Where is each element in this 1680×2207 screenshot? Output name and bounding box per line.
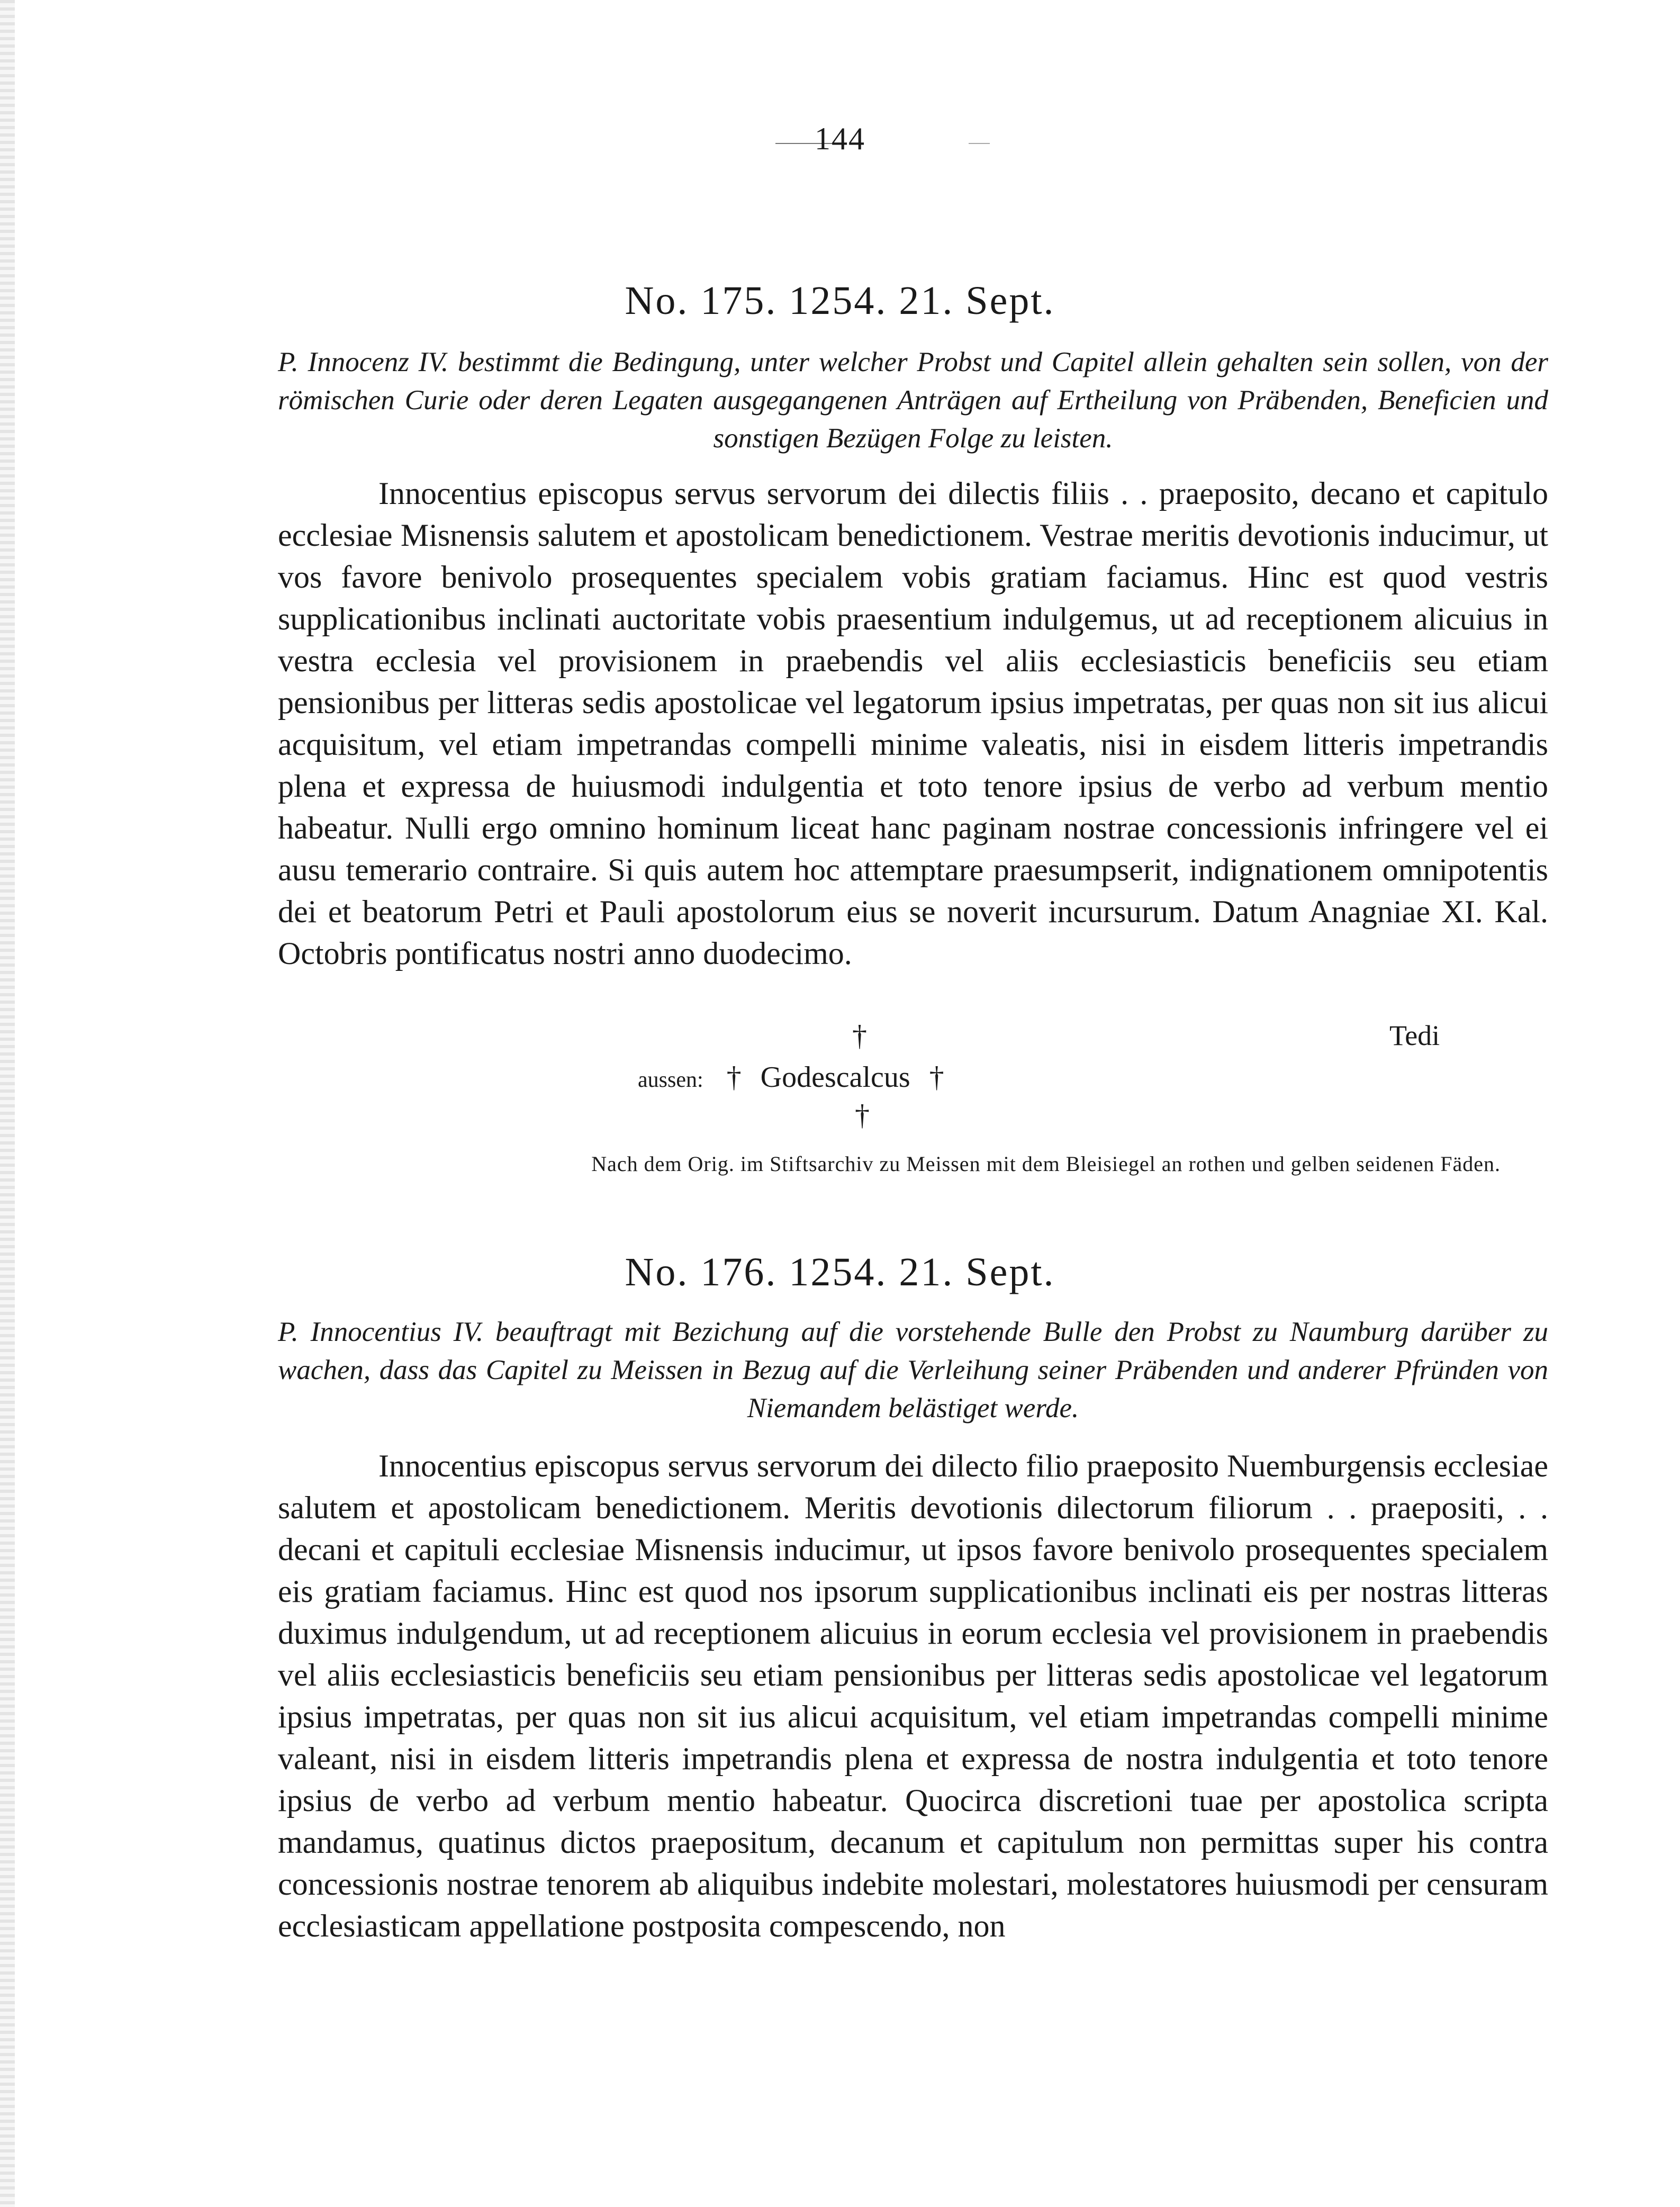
header-rule-right (969, 143, 990, 144)
endorsement-cross-right: † (929, 1061, 944, 1094)
document-regest-175: P. Innocenz IV. bestimmt die Bedingung, unter welcher Probst und Capitel allein gehalten sein sollen, von der römischen Curie oder deren Legaten ausgegangenen Anträgen auf Ertheilung von Präbenden, Beneficien und sonstigen Bezügen Folge zu leisten. (278, 347, 1548, 454)
document-heading-176: No. 176. 1254. 21. Sept. (625, 1250, 1055, 1294)
endorsement-tedi: Tedi (1389, 1020, 1440, 1051)
document-body-175: Innocentius episcopus servus servorum dei dilectis filiis . . praeposito, decano et capitulo ecclesiae Misnensis salutem et apostolicam benedictionem. Vestrae meritis devotionis inducimur, ut vos favore benivolo prosequentes specialem vobis gratiam faciamus. Hinc est quod vestris supplicationibus inclinati auctoritate vobis praesentium indulgemus, ut ad receptionem alicuius in vestra ecclesia vel provisionem in praebendis vel aliis ecclesiasticis beneficiis seu etiam pensionibus per litteras sedis apostolicae vel legatorum ipsius impetratas, per quas non sit ius alicui acquisitum, vel etiam impetrandas compelli minime valeatis, nisi in eisdem litteris impetrandis plena et expressa de huiusmodi indulgentia et toto tenore ipsius de verbo ad verbum mentio habeatur. Nulli ergo omnino hominum liceat hanc paginam nostrae concessionis infringere vel ei ausu temerario contraire. Si quis autem hoc attemptare praesumpserit, indignationem omnipotentis dei et beatorum Petri et Pauli apostolorum eius se noverit incursurum. Datum Anagniae XI. Kal. Octobris pontificatus nostri anno duodecimo. (278, 476, 1548, 971)
endorsement-line (638, 1060, 944, 1094)
endorsement-cross-bottom: † (855, 1099, 870, 1132)
scanned-page-edge (0, 0, 15, 2207)
endorsement-name: Godescalcus (760, 1061, 910, 1094)
endorsement-cross-left: † (726, 1061, 742, 1094)
document-heading-175: No. 175. 1254. 21. Sept. (625, 278, 1055, 323)
document-body-176: Innocentius episcopus servus servorum dei dilecto filio praeposito Nuemburgensis ecclesiae salutem et apostolicam benedictionem. Meritis devotionis dilectorum filiorum . . praepositi, . . decani et capituli ecclesiae Misnensis inducimur, ut ipsos favore benivolo prosequentes specialem eis gratiam faciamus. Hinc est quod nos ipsorum supplicationibus inclinati eis per nostras litteras duximus indulgendum, ut ad receptionem alicuius in eorum ecclesia vel provisionem in praebendis vel aliis ecclesiasticis beneficiis seu etiam pensionibus per litteras sedis apostolicae vel legatorum ipsius impetratas, per quas non sit ius alicui acquisitum, vel etiam impetrandas compelli minime valeant, nisi in eisdem litteris impetrandis plena et expressa de nostra indulgentia et toto tenore ipsius de verbo ad verbum mentio habeatur. Quocirca discretioni tuae per apostolica scripta mandamus, quatinus dictos praepositum, decanum et capitulum non permittas super his contra concessionis nostrae tenorem ab aliquibus indebite molestari, molestatores huiusmodi per censuram ecclesiasticam appellatione postposita compescendo, non (278, 1448, 1548, 1943)
page-number: 144 (815, 121, 865, 156)
document-regest-176: P. Innocentius IV. beauftragt mit Bezichung auf die vorstehende Bulle den Probst zu Naumburg darüber zu wachen, dass das Capitel zu Meissen in Bezug auf die Verleihung seiner Präbenden und anderer Pfründen von Niemandem belästiget werde. (278, 1317, 1548, 1424)
endorsement-label: aussen: (638, 1068, 703, 1092)
source-note-175: Nach dem Orig. im Stiftsarchiv zu Meissen mit dem Bleisiegel an rothen und gelben seidenen Fäden. (591, 1152, 1501, 1176)
endorsement-cross-top: † (852, 1020, 867, 1052)
